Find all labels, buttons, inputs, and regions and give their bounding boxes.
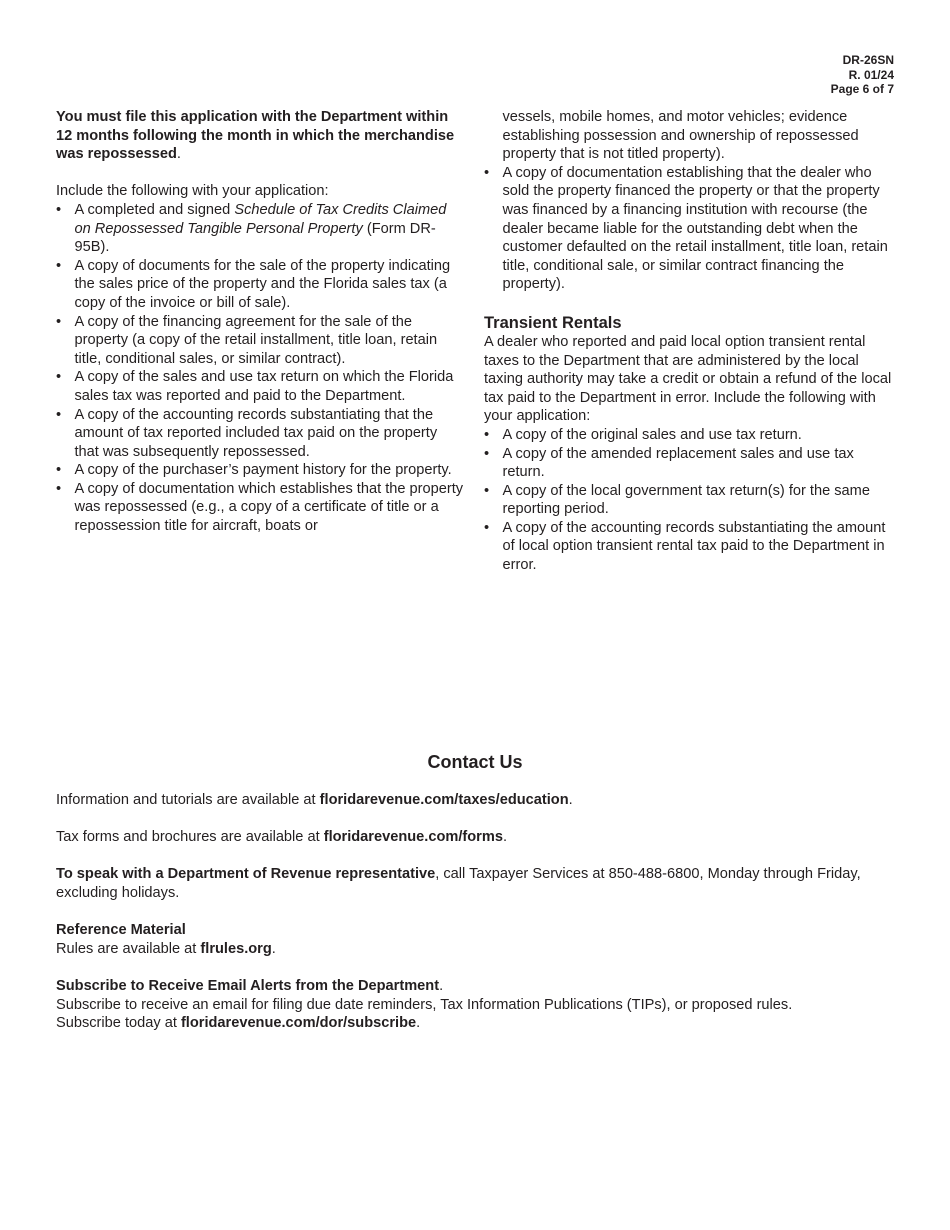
list-item: • A copy of documents for the sale of the property indicating the sales price of the property and the Florida sales tax (a copy of the invoice or bill of sale). xyxy=(56,257,451,311)
list-item: • A completed and signed Schedule of Tax Credits Claimed on Repossessed Tangible Personal Property (Form DR-95B). xyxy=(56,201,447,256)
list-item: • A copy of the accounting records substantiating the amount of local option transient rental tax paid to the Department in error. xyxy=(484,519,886,574)
list-item: • A copy of documentation establishing that the dealer who sold the property financed the property or that the property was financed by a financing institution with recourse (the dealer became liable for the outstanding debt when the customer defaulted on the retail installment, title loan, retain title, conditional sale, or similar contract financing the property). xyxy=(484,164,888,293)
list-item-continuation: vessels, mobile homes, and motor vehicles; evidence establishing possession and ownership of repossessed property that is not titled property). xyxy=(502,109,859,163)
subscribe-link[interactable]: floridarevenue.com/dor/subscribe xyxy=(180,1015,417,1032)
forms-link[interactable]: floridarevenue.com/forms xyxy=(323,829,503,846)
list-item: • A copy of the sales and use tax return on which the Florida sales tax was reported and paid to the Department. xyxy=(56,369,454,404)
transient-rentals-intro: A dealer who reported and paid local option transient rental taxes to the Department that are administered by the local taxing authority may take a credit or obtain a refund of the local tax paid to the Department in error. Include the following with your application: xyxy=(484,333,892,425)
page-number: Page 6 of 7 xyxy=(830,82,894,96)
list-item: • A copy of the purchaser’s payment history for the property. xyxy=(56,462,452,479)
list-item: • A copy of the accounting records substantiating that the amount of tax reported included tax paid on the property that was subsequently repossessed. xyxy=(56,406,438,460)
rules-link[interactable]: flrules.org xyxy=(200,940,272,957)
list-item: • A copy of documentation which establishes that the property was repossessed (e.g., a copy of a certificate of title or a repossession title for aircraft, boats or xyxy=(56,480,464,535)
form-header xyxy=(831,53,894,97)
required-documents-list-continued xyxy=(484,164,896,294)
subscribe-info: Subscribe today at floridarevenue.com/dor/subscribe. xyxy=(56,1015,421,1032)
speak-with-representative: To speak with a Department of Revenue representative, call Taxpayer Services at 850-488-6800, Monday through Friday, excluding holidays. xyxy=(56,866,861,901)
required-documents-list xyxy=(56,201,464,536)
subscribe-description: Subscribe to receive an email for filing due date reminders, Tax Information Publications (TIPs), or proposed rules. xyxy=(56,996,793,1013)
filing-deadline-notice: You must file this application with the Department within 12 months following the month in which the merchandise was repossessed. xyxy=(56,109,455,163)
education-link[interactable]: floridarevenue.com/taxes/education xyxy=(319,792,569,808)
contact-us-heading: Contact Us xyxy=(427,752,523,772)
list-item: • A copy of the financing agreement for the sale of the property (a copy of the retail installment, title loan, retain title, conditional sales, or similar contract). xyxy=(56,313,438,367)
reference-material-heading: Reference Material xyxy=(56,922,186,939)
transient-rentals-heading: Transient Rentals xyxy=(484,313,622,332)
list-item: • A copy of the original sales and use tax return. xyxy=(484,426,802,443)
forms-info: Tax forms and brochures are available at floridarevenue.com/forms. xyxy=(56,829,507,846)
right-column xyxy=(484,108,896,575)
contact-section xyxy=(56,791,896,1033)
include-intro: Include the following with your application: xyxy=(56,183,329,200)
subscribe-heading: Subscribe to Receive Email Alerts from the Department. xyxy=(56,977,444,994)
rules-info: Rules are available at flrules.org. xyxy=(56,940,276,957)
form-revision: R. 01/24 xyxy=(848,67,894,82)
transient-rentals-list xyxy=(484,426,896,575)
form-id: DR-26SN xyxy=(842,53,894,67)
list-item: • A copy of the local government tax return(s) for the same reporting period. xyxy=(484,482,870,518)
education-info: Information and tutorials are available at floridarevenue.com/taxes/education. xyxy=(56,792,573,808)
list-item: • A copy of the amended replacement sales and use tax return. xyxy=(484,445,854,481)
left-column xyxy=(56,108,464,536)
